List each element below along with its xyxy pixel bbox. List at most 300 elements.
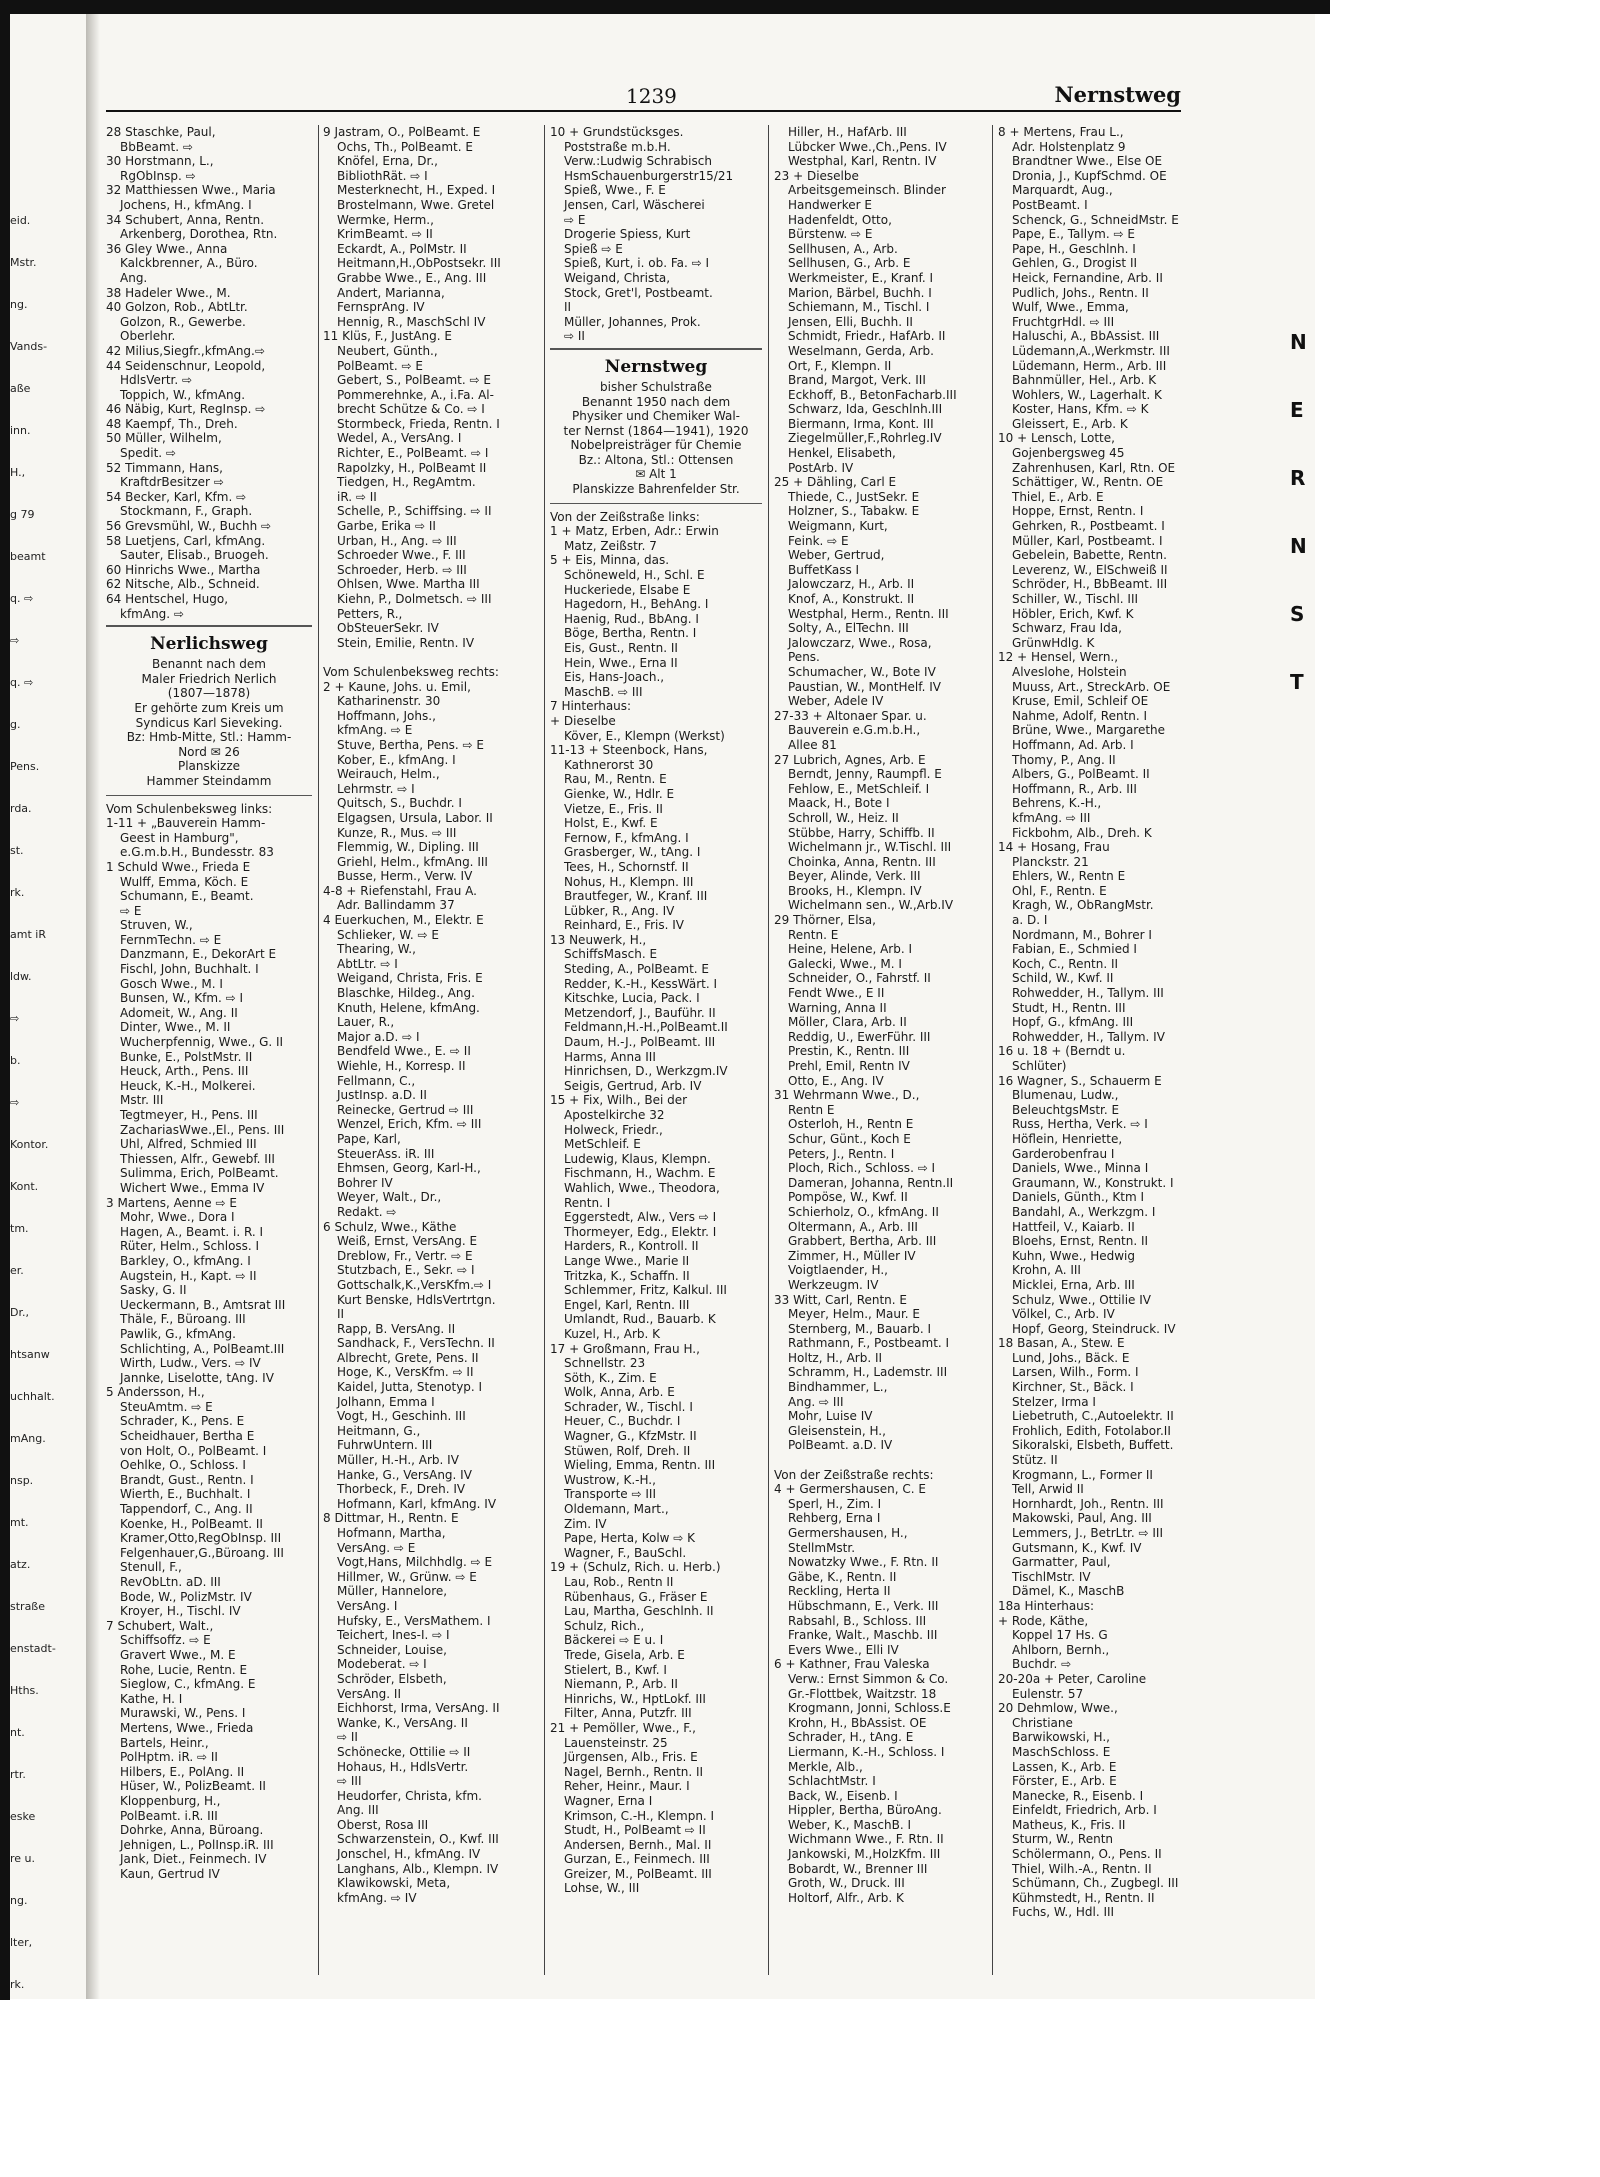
entry-line: Lauensteinstr. 25: [564, 1735, 668, 1750]
street-heading: Nerlichsweg: [150, 634, 268, 655]
entry-line: Weyer, Walt., Dr.,: [337, 1190, 442, 1205]
entry-line: Gosch Wwe., M. I: [120, 976, 223, 991]
section-rule: [550, 503, 762, 504]
entry-line: Eulenstr. 57: [1012, 1686, 1084, 1701]
blank-margin-right: [1330, 0, 1600, 2177]
entry-line: Holst, E., Kwf. E: [564, 816, 658, 831]
entry-line: Krimson, C.-H., Klempn. I: [564, 1808, 715, 1823]
entry-line: Bürstenw. ⇨ E: [788, 227, 873, 242]
entry-line: Müller, Johannes, Prok.: [564, 314, 701, 329]
entry-line: Einfeldt, Friedrich, Arb. I: [1012, 1803, 1157, 1818]
entry-line: 62 Nitsche, Alb., Schneid.: [106, 577, 260, 592]
prev-page-fragment: Mstr.: [10, 256, 37, 269]
entry-line: Feldmann,H.-H.,PolBeamt.II: [564, 1020, 728, 1035]
entry-line: 34 Schubert, Anna, Rentn.: [106, 212, 265, 227]
entry-line: Russ, Hertha, Verk. ⇨ I: [1012, 1117, 1148, 1132]
blank-margin-bottom: [0, 2000, 1330, 2177]
entry-line: Back, W., Eisenb. I: [788, 1788, 898, 1803]
entry-line: FernmTechn. ⇨ E: [120, 932, 222, 947]
entry-line: GrünwHdlg. K: [1012, 635, 1095, 650]
entry-line: Schlieker, W. ⇨ E: [337, 927, 439, 942]
entry-line: 9 Jastram, O., PolBeamt. E: [323, 125, 481, 139]
entry-line: Möller, Clara, Arb. II: [788, 1015, 907, 1030]
entry-line: Schümann, Ch., Zugbegl. III: [1012, 1876, 1179, 1891]
entry-line: Stelzer, Irma I: [1012, 1394, 1096, 1409]
entry-line: Arbeitsgemeinsch. Blinder: [788, 183, 946, 198]
entry-line: Schwarz, Frau Ida,: [1012, 621, 1122, 636]
bleed-through-strip: [1290, 330, 1320, 750]
entry-line: Förster, E., Arb. E: [1012, 1774, 1117, 1789]
entry-line: PostBeamt. I: [1012, 197, 1088, 212]
entry-line: Oltermann, A., Arb. III: [788, 1219, 918, 1234]
entry-line: Andersen, Bernh., Mal. II: [564, 1837, 712, 1852]
entry-line: Nahme, Adolf, Rentn. I: [1012, 708, 1148, 723]
entry-line: Liebetruth, C.,Autoelektr. II: [1012, 1409, 1174, 1424]
scan-border-top: [0, 0, 1330, 14]
entry-line: Mohr, Luise IV: [788, 1409, 873, 1424]
entry-line: Lüdemann, Herm., Arb. III: [1012, 358, 1167, 373]
street-description: Benannt 1950 nach dem: [581, 394, 731, 409]
entry-line: Hillmer, W., Grünw. ⇨ E: [337, 1569, 477, 1584]
entry-line: Griehl, Helm., kfmAng. III: [337, 854, 488, 869]
entry-line: 23 + Dieselbe: [774, 168, 859, 183]
bleed-through-glyph: E: [1290, 398, 1304, 422]
entry-line: Koenke, H., PolBeamt. II: [120, 1516, 263, 1531]
entry-line: Hohaus, H., HdlsVertr.: [337, 1759, 469, 1774]
entry-line: Müller, Karl, Postbeamt. I: [1012, 533, 1163, 548]
entry-line: Schroeder, Herb. ⇨ III: [337, 562, 467, 577]
entry-line: 20-20a + Peter, Caroline: [998, 1671, 1147, 1686]
entry-line: 44 Seidenschnur, Leopold,: [106, 358, 266, 373]
entry-line: Frohlich, Edith, Fotolabor.II: [1012, 1423, 1171, 1438]
entry-line: Alveslohe, Holstein: [1012, 664, 1127, 679]
entry-line: Holzner, S., Tabakw. E: [788, 504, 920, 519]
entry-line: Koster, Hans, Kfm. ⇨ K: [1012, 402, 1149, 417]
entry-line: Brandt, Gust., Rentn. I: [120, 1472, 254, 1487]
entry-line: Heick, Fernandine, Arb. II: [1012, 270, 1163, 285]
entry-line: Brüne, Wwe., Margarethe: [1012, 723, 1166, 738]
entry-line: Graumann, W., Konstrukt. I: [1012, 1175, 1174, 1190]
entry-line: Garmatter, Paul,: [1012, 1555, 1111, 1570]
entry-line: Feink. ⇨ E: [788, 533, 849, 548]
entry-line: Stielert, B., Kwf. I: [564, 1662, 667, 1677]
entry-line: Gäbe, K., Rentn. II: [788, 1569, 897, 1584]
entry-line: TischlMstr. IV: [1012, 1569, 1091, 1584]
entry-line: VersAng. ⇨ E: [337, 1540, 416, 1555]
entry-line: Wolk, Anna, Arb. E: [564, 1385, 675, 1400]
entry-line: Thorbeck, F., Dreh. IV: [337, 1482, 466, 1497]
entry-line: Schönecke, Ottilie ⇨ II: [337, 1744, 471, 1759]
entry-line: Völkel, C., Arb. IV: [1012, 1307, 1115, 1322]
entry-line: Hattfeil, V., Kaiarb. II: [1012, 1219, 1135, 1234]
entry-line: Jannke, Liselotte, tAng. IV: [120, 1370, 274, 1385]
prev-page-fragment: re u.: [10, 1852, 36, 1865]
entry-line: Hiller, H., HafArb. III: [788, 125, 907, 139]
entry-line: Quitsch, S., Buchdr. I: [337, 796, 462, 811]
street-description: Maler Friedrich Nerlich: [141, 671, 277, 686]
column-rule: [318, 125, 319, 1975]
bleed-through-glyph: T: [1290, 670, 1304, 694]
entry-line: Oehlke, O., Schloss. I: [120, 1458, 246, 1473]
entry-line: Gebelein, Babette, Rentn.: [1012, 548, 1167, 563]
entry-line: Ueckermann, B., Amtsrat III: [120, 1297, 286, 1312]
entry-line: JustInsp. a.D. II: [337, 1088, 427, 1103]
entry-line: HsmSchauenburgerstr15/21: [564, 168, 734, 183]
column-4: [774, 125, 986, 1980]
entry-line: Heuck, K.-H., Molkerei.: [120, 1078, 256, 1093]
entry-line: Muuss, Art., StreckArb. OE: [1012, 679, 1171, 694]
entry-line: Wagner, Erna I: [564, 1793, 653, 1808]
entry-line: 32 Matthiessen Wwe., Maria: [106, 183, 276, 198]
prev-page-fragment: Pens.: [10, 760, 40, 773]
entry-line: 10 + Grundstücksges.: [550, 125, 684, 139]
entry-line: Weselmann, Gerda, Arb.: [788, 343, 934, 358]
entry-line: StellmMstr.: [788, 1540, 856, 1555]
entry-line: Lange Wwe., Marie II: [564, 1253, 690, 1268]
entry-line: Dohrke, Anna, Büroang.: [120, 1823, 264, 1838]
entry-line: Ludewig, Klaus, Klempn.: [564, 1151, 711, 1166]
entry-line: Schmidt, Friedr., HafArb. II: [788, 329, 946, 344]
entry-line: Sandhack, F., VersTechn. II: [337, 1336, 495, 1351]
entry-line: Tell, Arwid II: [1012, 1482, 1084, 1497]
entry-line: Haenig, Rud., BbAng. I: [564, 611, 699, 626]
entry-line: BuffetKass I: [788, 562, 860, 577]
entry-line: Katharinenstr. 30: [337, 694, 441, 709]
entry-line: Hoffmann, R., Arb. III: [1012, 781, 1137, 796]
entry-line: Pens.: [788, 650, 820, 665]
entry-line: Schild, W., Kwf. II: [1012, 971, 1114, 986]
entry-line: Reinhard, E., Fris. IV: [564, 918, 684, 933]
entry-line: Petters, R.,: [337, 606, 403, 621]
entry-line: 10 + Lensch, Lotte,: [998, 431, 1115, 446]
entry-line: Kuzel, H., Arb. K: [564, 1326, 661, 1341]
entry-line: Koch, C., Rentn. II: [1012, 956, 1119, 971]
street-description: Physiker und Chemiker Wal-: [572, 409, 740, 424]
entry-line: Groth, W., Druck. III: [788, 1876, 905, 1891]
entry-line: Reinecke, Gertrud ⇨ III: [337, 1102, 474, 1117]
entry-line: Tritzka, K., Schaffn. II: [564, 1268, 690, 1283]
entry-line: 18a Hinterhaus:: [998, 1598, 1095, 1613]
street-description: ✉ Alt 1: [635, 467, 677, 482]
entry-line: 14 + Hosang, Frau: [998, 840, 1110, 855]
scan-border-left: [0, 0, 10, 2000]
entry-line: 11 Klüs, F., JustAng. E: [323, 329, 452, 344]
entry-line: Hagen, A., Beamt. i. R. I: [120, 1224, 264, 1239]
entry-line: 21 + Pemöller, Wwe., F.,: [550, 1720, 696, 1735]
entry-line: Höflein, Henriette,: [1012, 1131, 1123, 1146]
entry-line: Gleissert, E., Arb. K: [1012, 416, 1128, 431]
entry-line: 31 Wehrmann Wwe., D.,: [774, 1088, 920, 1103]
entry-line: 19 + (Schulz, Rich. u. Herb.): [550, 1560, 721, 1575]
entry-line: Kunze, R., Mus. ⇨ III: [337, 825, 457, 840]
entry-line: Rüter, Helm., Schloss. I: [120, 1239, 260, 1254]
entry-line: Struven, W.,: [120, 918, 193, 933]
entry-line: Knuth, Helene, kfmAng.: [337, 1000, 480, 1015]
prev-page-fragment: atz.: [10, 1558, 31, 1571]
bleed-through-glyph: N: [1290, 534, 1307, 558]
entry-line: Weber, Adele IV: [788, 694, 884, 709]
entry-line: Lüdemann,A.,Werkmstr. III: [1012, 343, 1170, 358]
entry-line: RgObInsp. ⇨: [120, 168, 196, 183]
entry-line: Vietze, E., Fris. II: [564, 801, 663, 816]
entry-line: Kloppenburg, H.,: [120, 1793, 221, 1808]
entry-line: Reddig, U., EwerFühr. III: [788, 1029, 931, 1044]
entry-line: Wahlich, Wwe., Theodora,: [564, 1180, 720, 1195]
street-description: Bz: Hmb-Mitte, Stl.: Hamm-: [126, 730, 292, 745]
entry-line: 13 Neuwerk, H.,: [550, 932, 647, 947]
entry-line: Rapolzky, H., PolBeamt II: [337, 460, 487, 475]
entry-line: MaschB. ⇨ III: [564, 684, 643, 699]
entry-line: Voigtlaender, H.,: [788, 1263, 888, 1278]
entry-line: Verw.: Ernst Simmon & Co.: [788, 1671, 949, 1686]
entry-line: Fischmann, H., Wachm. E: [564, 1166, 716, 1181]
entry-line: Apostelkirche 32: [564, 1108, 665, 1122]
entry-line: Germershausen, H.,: [788, 1526, 908, 1540]
prev-page-fragment: rk.: [10, 1978, 25, 1991]
entry-line: Pommerehnke, A., i.Fa. Al-: [337, 387, 494, 402]
entry-line: Ort, F., Klempn. II: [788, 358, 892, 373]
entry-line: Tappendorf, C., Ang. II: [120, 1502, 253, 1517]
entry-line: Golzon, R., Gewerbe.: [120, 314, 246, 329]
entry-line: Rohe, Lucie, Rentn. E: [120, 1662, 248, 1677]
entry-line: Jochens, H., kfmAng. I: [120, 197, 252, 212]
entry-line: Hilbers, E., PolAng. II: [120, 1764, 245, 1779]
entry-line: Jankowski, M.,HolzKfm. III: [788, 1847, 941, 1862]
entry-line: Weigand, Christa,: [564, 270, 671, 285]
entry-line: Fehlow, E., MetSchleif. I: [788, 781, 930, 796]
entry-line: Micklei, Erna, Arb. III: [1012, 1277, 1135, 1292]
entry-line: Grasberger, W., tAng. I: [564, 845, 701, 860]
entry-line: + Dieselbe: [550, 713, 616, 728]
entry-line: Greizer, M., PolBeamt. III: [564, 1866, 712, 1881]
entry-line: Thearing, W.,: [337, 942, 416, 957]
entry-line: ZachariasWwe.,El., Pens. III: [120, 1122, 285, 1137]
section-rule: [106, 625, 312, 627]
entry-line: Hoge, K., VersKfm. ⇨ II: [337, 1365, 474, 1380]
entry-line: Ehlers, W., Rentn E: [1012, 869, 1126, 884]
entry-line: Weirauch, Helm.,: [337, 767, 440, 782]
entry-line: 18 Basan, A., Stew. E: [998, 1336, 1125, 1351]
entry-line: Kühmstedt, H., Rentn. II: [1012, 1890, 1155, 1905]
entry-line: 1-11 + „Bauverein Hamm-: [106, 816, 266, 831]
prev-page-fragment: ⇨: [10, 1012, 20, 1025]
entry-line: Schulz, Rich.,: [564, 1618, 645, 1633]
entry-line: Söth, K., Zim. E: [564, 1370, 657, 1385]
entry-line: Makowski, Paul, Ang. III: [1012, 1511, 1152, 1526]
entry-line: 8 + Mertens, Frau L.,: [998, 125, 1124, 139]
entry-line: PolBeamt. ⇨ E: [337, 358, 423, 373]
entry-line: Eis, Gust., Rentn. II: [564, 641, 678, 655]
entry-line: 16 Wagner, S., Schauerm E: [998, 1073, 1162, 1088]
entry-line: Handwerker E: [788, 197, 872, 212]
entry-line: Jalowczarz, Wwe., Rosa,: [788, 635, 932, 650]
street-description: Planskizze Bahrenfelder Str.: [572, 482, 740, 497]
entry-line: Vogt, H., Geschinh. III: [337, 1409, 466, 1424]
column-2: [323, 125, 538, 1980]
entry-line: RevObLtn. aD. III: [120, 1575, 221, 1589]
prev-page-fragment: mAng.: [10, 1432, 46, 1445]
entry-line: Schröder, Elsbeth,: [337, 1671, 447, 1686]
entry-line: Christiane: [1012, 1715, 1073, 1730]
entry-line: Stübbe, Harry, Schiffb. II: [788, 825, 935, 840]
entry-line: Matheus, K., Fris. II: [1012, 1817, 1126, 1832]
entry-line: Felgenhauer,G.,Büroang. III: [120, 1545, 284, 1560]
entry-line: Hinrichsen, D., Werkzgm.IV: [564, 1064, 728, 1079]
entry-line: Vom Schulenbeksweg rechts:: [323, 664, 499, 679]
entry-line: Choinka, Anna, Rentn. III: [788, 854, 936, 869]
prev-page-fragment: Hths.: [10, 1684, 39, 1697]
entry-line: Schnellstr. 23: [564, 1356, 646, 1371]
entry-line: Dämel, K., MaschB: [1012, 1584, 1125, 1599]
entry-line: Sasky, G. II: [120, 1283, 187, 1298]
entry-line: Tegtmeyer, H., Pens. III: [120, 1108, 258, 1122]
prev-page-fragment: st.: [10, 844, 24, 857]
entry-line: Allee 81: [788, 737, 837, 752]
bleed-through-glyph: S: [1290, 602, 1305, 626]
entry-line: Koppel 17 Hs. G: [1012, 1628, 1108, 1643]
entry-line: Ehmsen, Georg, Karl-H.,: [337, 1161, 481, 1176]
entry-line: ⇨ E: [120, 903, 142, 918]
entry-line: Ochs, Th., PolBeamt. E: [337, 139, 473, 154]
entry-line: Hinrichs, W., HptLokf. III: [564, 1691, 706, 1706]
entry-line: Sturm, W., Rentn: [1012, 1832, 1113, 1847]
entry-line: Osterloh, H., Rentn E: [788, 1117, 914, 1132]
entry-line: Hennig, R., MaschSchl IV: [337, 314, 486, 329]
entry-line: Sulimma, Erich, PolBeamt.: [120, 1166, 279, 1181]
entry-line: Rübenhaus, G., Fräser E: [564, 1589, 708, 1604]
entry-line: 25 + Dähling, Carl E: [774, 475, 897, 490]
entry-line: Harders, R., Kontroll. II: [564, 1239, 699, 1254]
entry-line: Schättiger, W., Rentn. OE: [1012, 475, 1164, 490]
entry-line: Kathe, H. I: [120, 1691, 183, 1706]
prev-page-fragment: eid.: [10, 214, 31, 227]
entry-line: Schroeder Wwe., F. III: [337, 548, 466, 563]
street-description: Nord ✉ 26: [178, 744, 240, 759]
entry-line: Bobardt, W., Brenner III: [788, 1861, 928, 1876]
entry-line: Wustrow, K.-H.,: [564, 1472, 656, 1487]
entry-line: Lübcker Wwe.,Ch.,Pens. IV: [788, 139, 947, 154]
entry-line: Hanke, G., VersAng. IV: [337, 1467, 472, 1482]
entry-line: Gehrken, R., Postbeamt. I: [1012, 519, 1165, 534]
entry-line: Weber, K., MaschB. I: [788, 1817, 911, 1832]
entry-line: + Rode, Käthe,: [998, 1613, 1089, 1628]
entry-line: Stutzbach, E., Sekr. ⇨ I: [337, 1263, 475, 1278]
bleed-through-glyph: N: [1290, 330, 1307, 354]
entry-line: Nohus, H., Klempn. III: [564, 874, 694, 889]
entry-line: Eggerstedt, Alw., Vers ⇨ I: [564, 1210, 717, 1225]
entry-line: Gehlen, G., Drogist II: [1012, 256, 1138, 271]
prev-page-fragment: g.: [10, 718, 21, 731]
prev-page-fragment: rda.: [10, 802, 32, 815]
entry-line: Eichhorst, Irma, VersAng. II: [337, 1701, 500, 1716]
entry-line: Knof, A., Konstrukt. II: [788, 592, 915, 606]
entry-line: Mstr. III: [120, 1093, 164, 1108]
prev-page-fragment: lter,: [10, 1936, 33, 1949]
prev-page-fragment: tm.: [10, 1222, 29, 1235]
entry-line: Galecki, Wwe., M. I: [788, 956, 902, 971]
entry-line: PolBeamt. a.D. IV: [788, 1438, 893, 1453]
entry-line: Lau, Martha, Geschlnh. II: [564, 1604, 714, 1619]
entry-line: Krogmann, Jonni, Schloss.E: [788, 1701, 951, 1716]
entry-line: 7 Hinterhaus:: [550, 699, 632, 714]
entry-line: Meyer, Helm., Maur. E: [788, 1307, 921, 1322]
entry-line: Gojenbergsweg 45: [1012, 446, 1125, 461]
entry-line: Gleisenstein, H.,: [788, 1423, 886, 1438]
entry-line: Marquardt, Aug.,: [1012, 183, 1113, 198]
entry-line: Werkmeister, E., Kranf. I: [788, 270, 934, 285]
entry-line: Gravert Wwe., M. E: [120, 1647, 236, 1662]
previous-page-edge: [10, 14, 86, 1999]
prev-page-fragment: nsp.: [10, 1474, 34, 1487]
entry-line: Bäckerei ⇨ E u. I: [564, 1633, 664, 1648]
entry-line: KrimBeamt. ⇨ II: [337, 227, 433, 242]
section-rule: [550, 348, 762, 350]
entry-line: von Holt, O., PolBeamt. I: [120, 1443, 267, 1458]
entry-line: [774, 1453, 986, 1468]
entry-line: Fuchs, W., Hdl. III: [1012, 1905, 1115, 1920]
entry-line: Rapp, B. VersAng. II: [337, 1321, 456, 1336]
entry-line: Böge, Bertha, Rentn. I: [564, 626, 697, 641]
entry-line: Hofmann, Karl, kfmAng. IV: [337, 1496, 497, 1511]
entry-line: Daum, H.-J., PolBeamt. III: [564, 1035, 716, 1050]
entry-line: Zimmer, H., Müller IV: [788, 1248, 916, 1263]
entry-line: Wagner, G., KfzMstr. II: [564, 1429, 697, 1444]
entry-line: Seigis, Gertrud, Arb. IV: [564, 1078, 702, 1093]
entry-line: kfmAng. ⇨: [120, 606, 184, 621]
entry-line: Sieglow, C., kfmAng. E: [120, 1677, 256, 1692]
entry-line: Arkenberg, Dorothea, Rtn.: [120, 227, 278, 242]
entry-line: Pompöse, W., Kwf. II: [788, 1190, 908, 1205]
entry-line: Fendt Wwe., E II: [788, 986, 885, 1001]
entry-line: a. D. I: [1012, 913, 1048, 928]
entry-line: 17 + Großmann, Frau H.,: [550, 1341, 700, 1356]
entry-line: Wichelmann jr., W.Tischl. III: [788, 840, 952, 855]
entry-line: Mohr, Wwe., Dora I: [120, 1210, 235, 1225]
entry-line: Garderobenfrau I: [1012, 1146, 1115, 1161]
entry-line: Wulf, Wwe., Emma,: [1012, 300, 1129, 315]
entry-line: Ahlborn, Bernh.,: [1012, 1642, 1110, 1657]
entry-line: 7 Schubert, Walt.,: [106, 1618, 214, 1633]
entry-line: Bode, W., PolizMstr. IV: [120, 1589, 252, 1604]
entry-line: Adomeit, W., Ang. II: [120, 1005, 238, 1020]
entry-line: Bandahl, A., Werkzgm. I: [1012, 1204, 1156, 1219]
entry-line: Blaschke, Hildeg., Ang.: [337, 986, 475, 1001]
entry-line: Spieß, Kurt, i. ob. Fa. ⇨ I: [564, 256, 710, 271]
entry-line: Heudorfer, Christa, kfm.: [337, 1788, 482, 1803]
entry-line: Weigand, Christa, Fris. E: [337, 971, 483, 986]
entry-line: Paustian, W., MontHelf. IV: [788, 679, 941, 694]
entry-line: Franke, Walt., Maschb. III: [788, 1628, 938, 1643]
entry-line: brecht Schütze & Co. ⇨ I: [337, 402, 485, 417]
entry-line: 27-33 + Altonaer Spar. u.: [774, 708, 927, 723]
entry-line: Blumenau, Ludw.,: [1012, 1088, 1119, 1103]
entry-line: kfmAng. ⇨ III: [1012, 810, 1091, 825]
entry-line: Barwikowski, H.,: [1012, 1730, 1110, 1745]
entry-line: ⇨ E: [564, 212, 586, 227]
entry-line: Lübker, R., Ang. IV: [564, 903, 675, 918]
entry-line: iR. ⇨ II: [337, 489, 377, 504]
entry-line: Modeberat. ⇨ I: [337, 1657, 427, 1672]
entry-line: Stormbeck, Frieda, Rentn. I: [337, 416, 500, 431]
prev-page-fragment: Dr.,: [10, 1306, 29, 1319]
entry-line: Schiffsoffz. ⇨ E: [120, 1633, 211, 1648]
entry-line: Huckeriede, Elsabe E: [564, 582, 691, 597]
entry-line: MetSchleif. E: [564, 1137, 641, 1152]
entry-line: Reckling, Herta II: [788, 1584, 891, 1599]
entry-line: Wieling, Emma, Rentn. III: [564, 1458, 716, 1473]
column-5: [998, 125, 1198, 1980]
entry-line: Klawikowski, Meta,: [337, 1876, 451, 1891]
